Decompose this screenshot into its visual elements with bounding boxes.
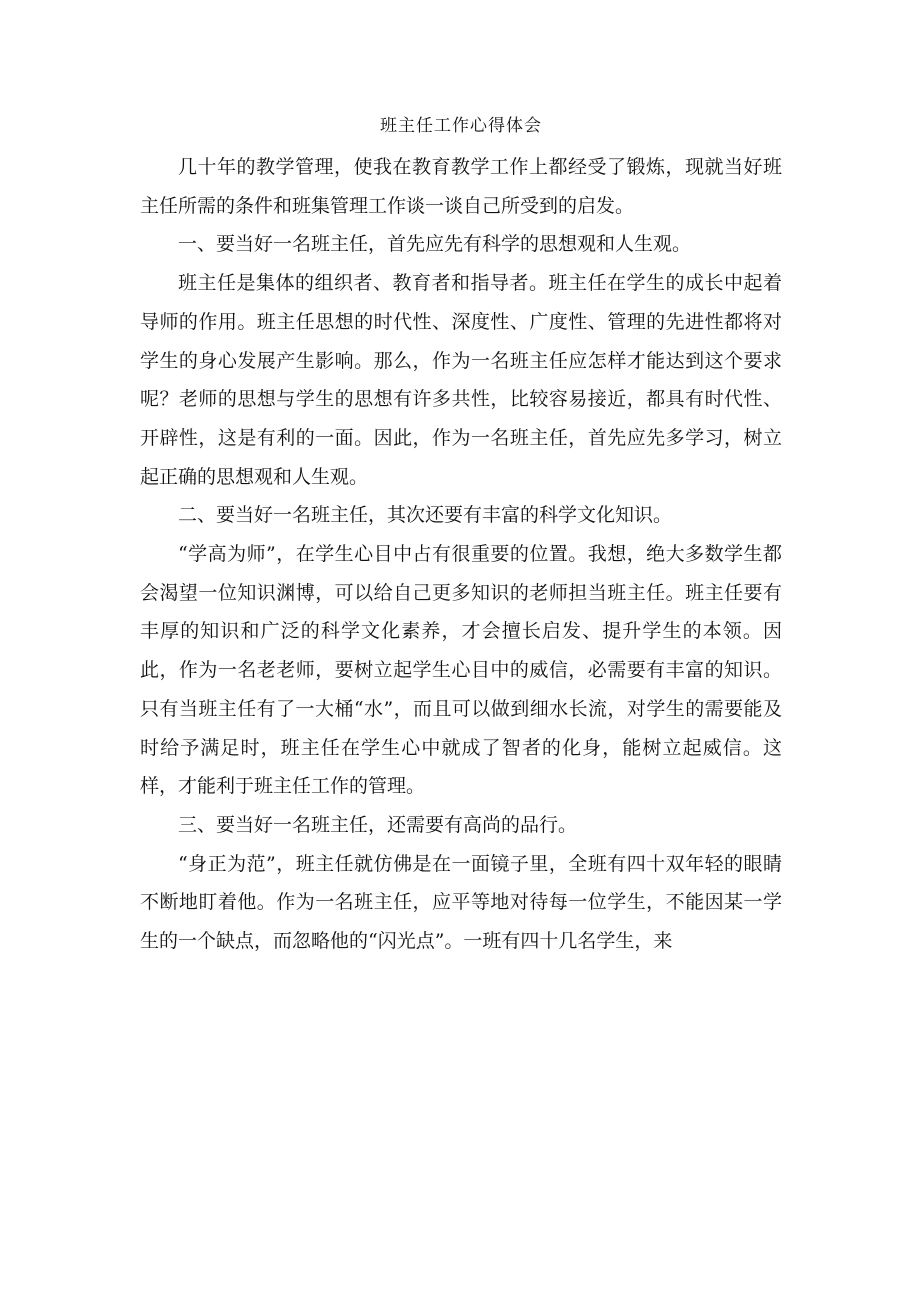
- section-heading-3: 三、要当好一名班主任，还需要有高尚的品行。: [178, 813, 578, 836]
- paragraph-1: 班主任是集体的组织者、教育者和指导者。班主任在学生的成长中起着导师的作用。班主任思想的时代性、深度性、广度性、管理的先进性都将对学生的身心发展产生影响。那么，作为一名班主任应怎样才能达到这个要求呢？老师的思想与学生的思想有许多共性，比较容易接近，都具有时代性、开辟性，这是有利的一面。因此，作为一名班主任，首先应先多学习，树立起正确的思想观和人生观。: [140, 272, 782, 488]
- section-heading-1: 一、要当好一名班主任，首先应先有科学的思想观和人生观。: [178, 233, 692, 256]
- paragraph-2: “学高为师”，在学生心目中占有很重要的位置。我想，绝大多数学生都会渴望一位知识渊博，可以给自己更多知识的老师担当班主任。班主任要有丰厚的知识和广泛的科学文化素养，才会擅长启发、提升学生的本领。因此，作为一名老老师，要树立起学生心目中的威信，必需要有丰富的知识。只有当班主任有了一大桶“水”，而且可以做到细水长流，对学生的需要能及时给予满足时，班主任在学生心中就成了智者的化身，能树立起威信。这样，才能利于班主任工作的管理。: [140, 543, 782, 798]
- document-title: 班主任工作心得体会: [380, 116, 542, 136]
- section-heading-2: 二、要当好一名班主任，其次还要有丰富的科学文化知识。: [178, 504, 673, 527]
- paragraph-3: “身正为范”，班主任就仿佛是在一面镜子里，全班有四十双年轻的眼睛不断地盯着他。作为一名班主任，应平等地对待每一位学生，不能因某一学生的一个缺点，而忽略他的“闪光点”。一班有四十几名学生，来: [140, 852, 782, 953]
- paragraph-intro: 几十年的教学管理，使我在教育教学工作上都经受了锻炼，现就当好班主任所需的条件和班集管理工作谈一谈自己所受到的启发。: [140, 156, 782, 217]
- document-page: [140, 100, 782, 961]
